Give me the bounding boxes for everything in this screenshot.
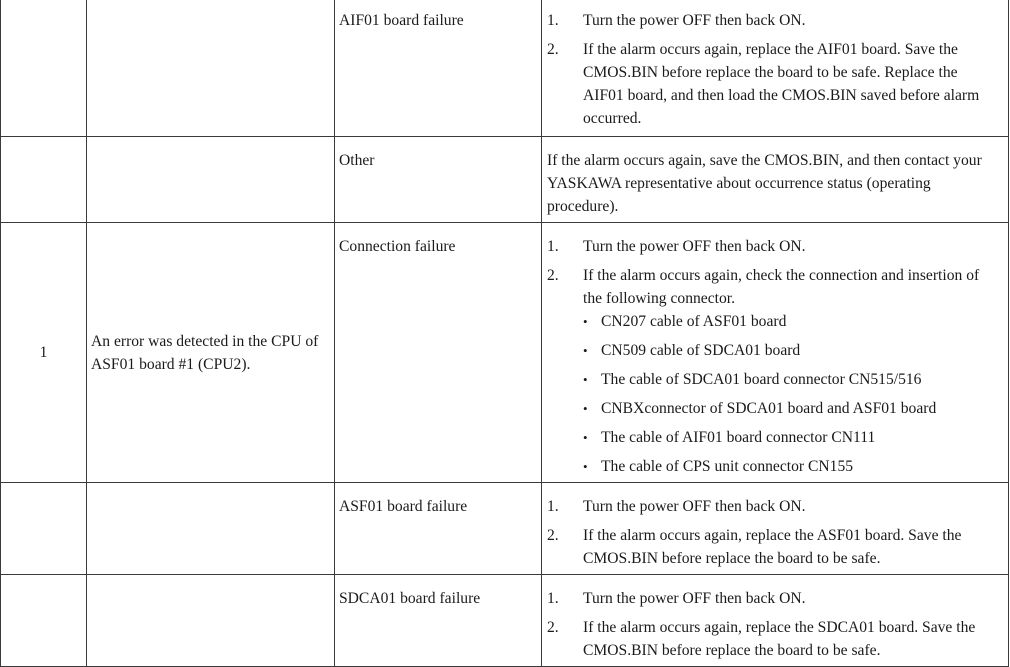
cause-cell: SDCA01 board failure bbox=[335, 575, 542, 667]
bullet-icon: • bbox=[583, 459, 588, 474]
remedy-step bbox=[547, 38, 1000, 130]
step-text: Turn the power OFF then back ON. bbox=[583, 498, 806, 515]
step-text: Turn the power OFF then back ON. bbox=[583, 12, 806, 29]
list-item bbox=[583, 310, 1000, 333]
step-number: 2. bbox=[547, 267, 559, 284]
remedy-cell bbox=[542, 137, 1009, 223]
remedy-cell bbox=[542, 0, 1009, 137]
remedy-step bbox=[547, 616, 1000, 662]
remedy-cell bbox=[542, 223, 1009, 483]
remedy-step bbox=[547, 495, 1000, 518]
step-number: 2. bbox=[547, 619, 559, 636]
remedy-text: If the alarm occurs again, save the CMOS.BIN, and then contact your YASKAWA representative about occurrence status (operating procedure). bbox=[547, 152, 982, 215]
cause-cell: ASF01 board failure bbox=[335, 483, 542, 575]
step-text: If the alarm occurs again, replace the AIF01 board. Save the CMOS.BIN before replace the board to be safe. Replace the AIF01 board, and then load the CMOS.BIN saved before alarm occurred. bbox=[583, 41, 980, 127]
list-item bbox=[583, 368, 1000, 391]
alarm-description-cell: An error was detected in the CPU of ASF01 board #1 (CPU2). bbox=[87, 223, 335, 483]
step-number: 2. bbox=[547, 41, 559, 58]
alarm-number-cell bbox=[1, 575, 87, 667]
step-text: If the alarm occurs again, replace the SDCA01 board. Save the CMOS.BIN before replace the board to be safe. bbox=[583, 619, 976, 659]
step-text: Turn the power OFF then back ON. bbox=[583, 238, 806, 255]
alarm-description-cell bbox=[87, 0, 335, 137]
step-text: Turn the power OFF then back ON. bbox=[583, 590, 806, 607]
step-number: 2. bbox=[547, 527, 559, 544]
alarm-number-cell bbox=[1, 0, 87, 137]
bullet-icon: • bbox=[583, 343, 588, 358]
step-number: 1. bbox=[547, 12, 559, 29]
alarm-description-cell bbox=[87, 575, 335, 667]
bullet-icon: • bbox=[583, 401, 588, 416]
remedy-step bbox=[547, 9, 1000, 32]
list-item bbox=[583, 455, 1000, 478]
alarm-number-cell bbox=[1, 483, 87, 575]
remedy-step bbox=[547, 524, 1000, 570]
step-number: 1. bbox=[547, 590, 559, 607]
list-item-text: CN207 cable of ASF01 board bbox=[601, 313, 787, 330]
table-row bbox=[1, 483, 1009, 575]
list-item-text: The cable of AIF01 board connector CN111 bbox=[601, 429, 876, 446]
connector-list bbox=[583, 310, 1000, 478]
cause-cell: AIF01 board failure bbox=[335, 0, 542, 137]
list-item-text: The cable of CPS unit connector CN155 bbox=[601, 458, 854, 475]
remedy-cell bbox=[542, 575, 1009, 667]
bullet-icon: • bbox=[583, 314, 588, 329]
list-item bbox=[583, 426, 1000, 449]
list-item-text: CN509 cable of SDCA01 board bbox=[601, 342, 801, 359]
remedy-step bbox=[547, 587, 1000, 610]
remedy-step bbox=[547, 264, 1000, 478]
step-text: If the alarm occurs again, check the connection and insertion of the following connector. bbox=[583, 267, 980, 307]
alarm-number-cell bbox=[1, 137, 87, 223]
bullet-icon: • bbox=[583, 430, 588, 445]
list-item bbox=[583, 339, 1000, 362]
table-row bbox=[1, 223, 1009, 483]
table-row bbox=[1, 575, 1009, 667]
step-text: If the alarm occurs again, replace the ASF01 board. Save the CMOS.BIN before replace the board to be safe. bbox=[583, 527, 962, 567]
list-item bbox=[583, 397, 1000, 420]
bullet-icon: • bbox=[583, 372, 588, 387]
remedy-cell bbox=[542, 483, 1009, 575]
table-row bbox=[1, 137, 1009, 223]
step-number: 1. bbox=[547, 498, 559, 515]
alarm-description-cell bbox=[87, 483, 335, 575]
cause-cell: Other bbox=[335, 137, 542, 223]
remedy-step bbox=[547, 235, 1000, 258]
alarm-description-cell bbox=[87, 137, 335, 223]
alarm-number-cell: 1 bbox=[1, 223, 87, 483]
list-item-text: CNBXconnector of SDCA01 board and ASF01 board bbox=[601, 400, 937, 417]
step-number: 1. bbox=[547, 238, 559, 255]
cause-cell: Connection failure bbox=[335, 223, 542, 483]
list-item-text: The cable of SDCA01 board connector CN515/516 bbox=[601, 371, 922, 388]
table-row bbox=[1, 0, 1009, 137]
